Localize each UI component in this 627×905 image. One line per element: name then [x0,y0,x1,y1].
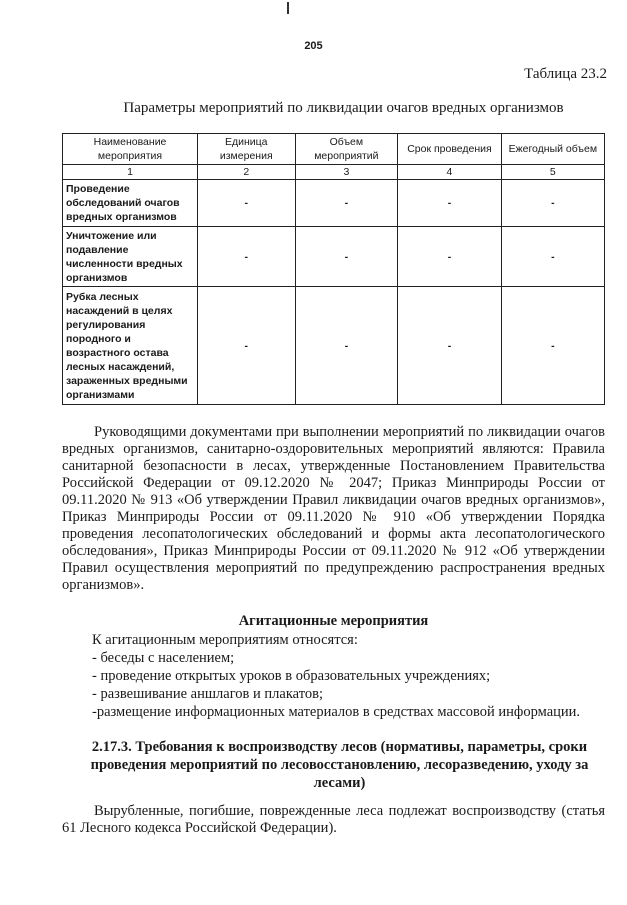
row-value: - [198,227,295,287]
list-item: - беседы с населением; [92,650,235,666]
page-number: 205 [304,40,323,52]
row-name: Рубка лесных насаждений в целях регулирования породного и возрастного остава лесных насаждений, зараженных вредными организмами [63,287,198,405]
row-name: Проведение обследований очагов вредных организмов [63,180,198,227]
column-number: 1 [63,165,198,180]
list-item: -размещение информационных материалов в средствах массовой информации. [92,704,581,720]
column-number: 2 [198,165,295,180]
header-term: Срок проведения [398,134,501,165]
row-value: - [501,227,604,287]
table-label: Таблица 23.2 [524,66,607,82]
table-row [63,227,605,287]
row-value: - [198,180,295,227]
reproduction-paragraph-block [62,803,605,837]
guidance-paragraph: Руководящими документами при выполнении мероприятий по ликвидации очагов вредных организмов, санитарно-оздоровительных мероприятий являются: Правила санитарной безопасности в лесах, утвержденные Постановлением Правительства Российской Федерации от 09.12.2020 № 2047; Приказ Минприроды России от 09.11.2020 № 913 «Об утверждении Правил ликвидации очагов вредных организмов», Приказ Минприроды России от 09.11.2020 № 910 «Об утверждении Порядка проведения лесопатологических обследований и формы акта лесопатологического обследования», Приказ Минприроды России от 09.11.2020 № 912 «Об утверждении Правил осуществления мероприятий по предупреждению распространения вредных организмов». [62,424,605,593]
agitation-heading: Агитационные мероприятия [238,613,429,629]
table-row [63,287,605,405]
scan-mark [287,2,289,14]
row-value: - [398,227,501,287]
parameters-table [62,133,605,405]
row-value: - [295,180,398,227]
row-value: - [295,227,398,287]
row-value: - [501,287,604,405]
table-title: Параметры мероприятий по ликвидации очагов вредных организмов [123,100,564,116]
guidance-paragraph-block [62,424,605,594]
list-item: - проведение открытых уроков в образовательных учреждениях; [92,668,491,684]
header-volume: Объем мероприятий [295,134,398,165]
header-unit: Единица измерения [198,134,295,165]
row-value: - [501,180,604,227]
column-number: 3 [295,165,398,180]
row-name: Уничтожение или подавление численности вредных организмов [63,227,198,287]
table-header-row [63,134,605,165]
table-row [63,180,605,227]
agitation-list [92,631,605,721]
header-annual-volume: Ежегодный объем [501,134,604,165]
column-number: 5 [501,165,604,180]
reproduction-paragraph: Вырубленные, погибшие, поврежденные леса подлежат воспроизводству (статья 61 Лесного кодекса Российской Федерации). [62,803,605,836]
column-number: 4 [398,165,501,180]
list-item: - развешивание аншлагов и плакатов; [92,686,323,702]
row-value: - [398,287,501,405]
section-heading: 2.17.3. Требования к воспроизводству лесов (нормативы, параметры, сроки проведения мероприятий по лесовосстановлению, лесоразведению, уходу за лесами) [90,739,589,791]
row-value: - [198,287,295,405]
agitation-intro: К агитационным мероприятиям относятся: [92,632,358,648]
row-value: - [295,287,398,405]
row-value: - [398,180,501,227]
table-column-numbers-row [63,165,605,180]
header-name: Наименование мероприятия [63,134,198,165]
